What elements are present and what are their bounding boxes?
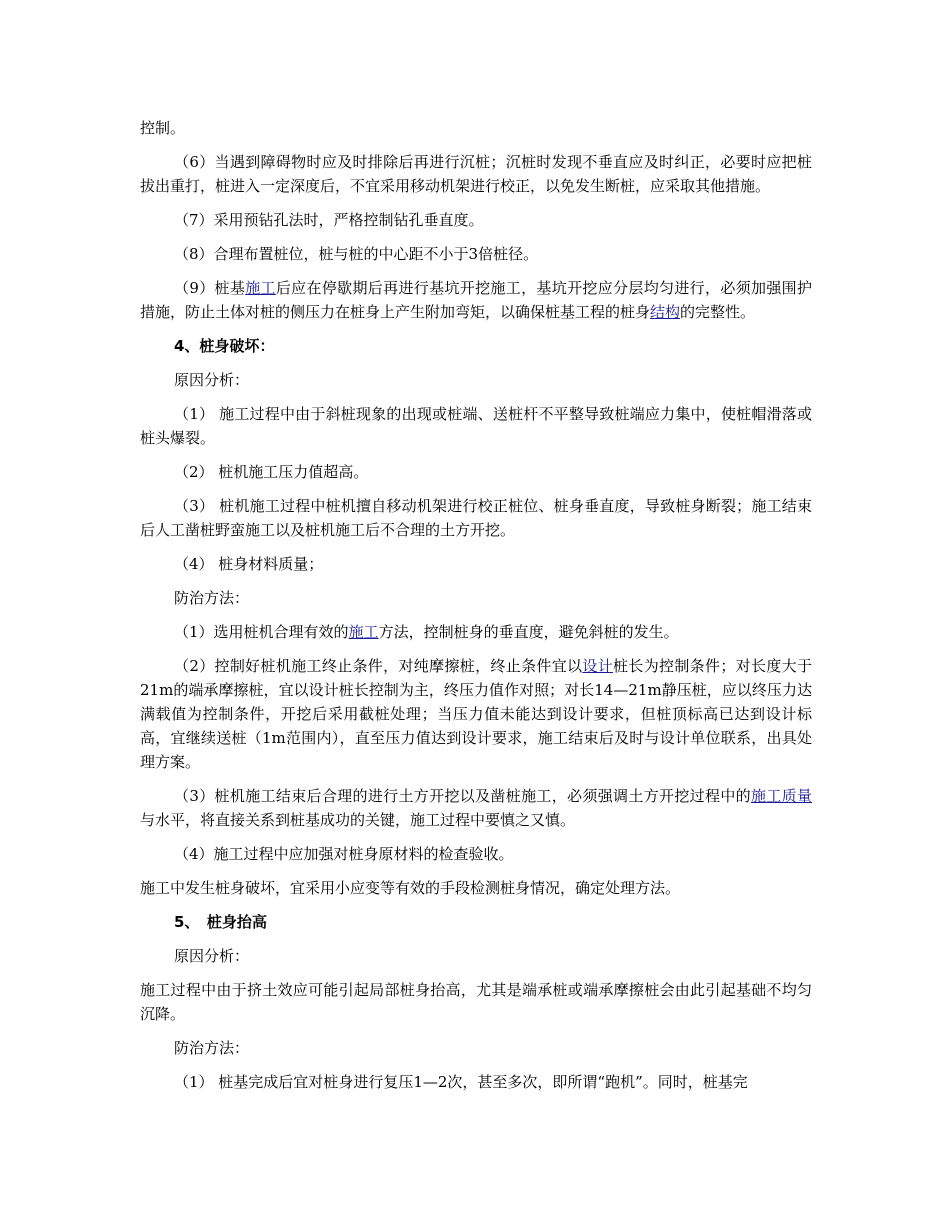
paragraph (140, 552, 812, 576)
text-run: 的完整性。 (680, 303, 756, 321)
text-run: （4）施工过程中应加强对桩身原材料的检查验收。 (174, 845, 514, 863)
text-run: 原因分析： (174, 371, 250, 389)
text-run: （3） 桩机施工过程中桩机擅自移动机架进行校正桩位、桩身垂直度，导致桩身断裂；施工结束后人工凿桩野蛮施工以及桩机施工后不合理的土方开挖。 (140, 497, 812, 539)
section-heading (140, 910, 812, 934)
text-run: 施工过程中由于挤土效应可能引起局部桩身抬高，尤其是端承桩或端承摩擦桩会由此引起基础不均匀沉降。 (140, 981, 812, 1023)
paragraph (140, 1070, 812, 1094)
text-run: （6）当遇到障碍物时应及时排除后再进行沉桩；沉桩时发现不垂直应及时纠正，必要时应把桩拔出重打，桩进入一定深度后，不宜采用移动机架进行校正，以免发生断桩，应采取其他措施。 (140, 153, 812, 195)
text-run: （3）桩机施工结束后合理的进行土方开挖以及凿桩施工，必须强调土方开挖过程中的 (174, 787, 751, 805)
text-run: 原因分析： (174, 947, 250, 965)
paragraph (140, 586, 812, 610)
text-run: 施工中发生桩身破坏，宜采用小应变等有效的手段检测桩身情况，确定处理方法。 (140, 879, 681, 897)
text-run: （1） 施工过程中由于斜桩现象的出现或桩端、送桩杆不平整导致桩端应力集中，使桩帽滑落或桩头爆裂。 (140, 405, 812, 447)
text-run: （8）合理布置桩位，桩与桩的中心距不小于3倍桩径。 (174, 245, 539, 263)
paragraph (140, 842, 812, 866)
paragraph (140, 150, 812, 198)
inline-link[interactable]: 施工 (348, 623, 379, 641)
paragraph (140, 242, 812, 266)
text-run: （7）采用预钻孔法时，严格控制钻孔垂直度。 (174, 211, 484, 229)
paragraph (140, 876, 812, 900)
paragraph (140, 368, 812, 392)
text-run: 后应在停歇期后再进行基坑开挖施工，基坑开挖应分层均匀进行，必须加强围护措施，防止土体对桩的侧压力在桩身上产生附加弯矩，以确保桩基工程的桩身 (140, 279, 812, 321)
text-run: 控制。 (140, 119, 186, 137)
text-run: 与水平，将直接关系到桩基成功的关键，施工过程中要慎之又慎。 (140, 811, 576, 829)
paragraph (140, 620, 812, 644)
paragraph (140, 494, 812, 542)
paragraph (140, 978, 812, 1026)
paragraph (140, 654, 812, 774)
document-page (140, 116, 812, 1104)
text-run: 方法，控制桩身的垂直度，避免斜桩的发生。 (378, 623, 679, 641)
paragraph (140, 402, 812, 450)
paragraph (140, 276, 812, 324)
paragraph (140, 208, 812, 232)
inline-link[interactable]: 设计 (582, 657, 614, 675)
paragraph (140, 116, 812, 140)
text-run: 桩长为控制条件；对长度大于21m的端承摩擦桩，宜以设计桩长控制为主，终压力值作对照；对长14—21m静压桩，应以终压力达满载值为控制条件，开挖后采用截桩处理；当压力值未能达到设计要求，但桩顶标高已达到设计标高，宜继续送桩（1m范围内），直至压力值达到设计要求，施工结束后及时与设计单位联系，出具处理方案。 (140, 657, 812, 771)
text-run: 防治方法： (174, 589, 250, 607)
text-run: （4） 桩身材料质量； (174, 555, 324, 573)
section-heading (140, 334, 812, 358)
text-run: 5、 桩身抬高 (174, 913, 267, 931)
paragraph (140, 944, 812, 968)
inline-link[interactable]: 结构 (650, 303, 681, 321)
text-run: 4、桩身破坏： (174, 337, 275, 355)
paragraph (140, 460, 812, 484)
inline-link[interactable]: 施工 (245, 279, 276, 297)
text-run: （1）选用桩机合理有效的 (174, 623, 349, 641)
inline-link[interactable]: 施工质量 (751, 787, 812, 805)
text-run: （2） 桩机施工压力值超高。 (174, 463, 369, 481)
text-run: （9）桩基 (174, 279, 246, 297)
paragraph (140, 784, 812, 832)
text-run: （2）控制好桩机施工终止条件，对纯摩擦桩，终止条件宜以 (174, 657, 583, 675)
text-run: 防治方法： (174, 1039, 250, 1057)
text-run: （1） 桩基完成后宜对桩身进行复压1—2次，甚至多次，即所谓“跑机”。同时，桩基完 (174, 1073, 748, 1091)
paragraph (140, 1036, 812, 1060)
